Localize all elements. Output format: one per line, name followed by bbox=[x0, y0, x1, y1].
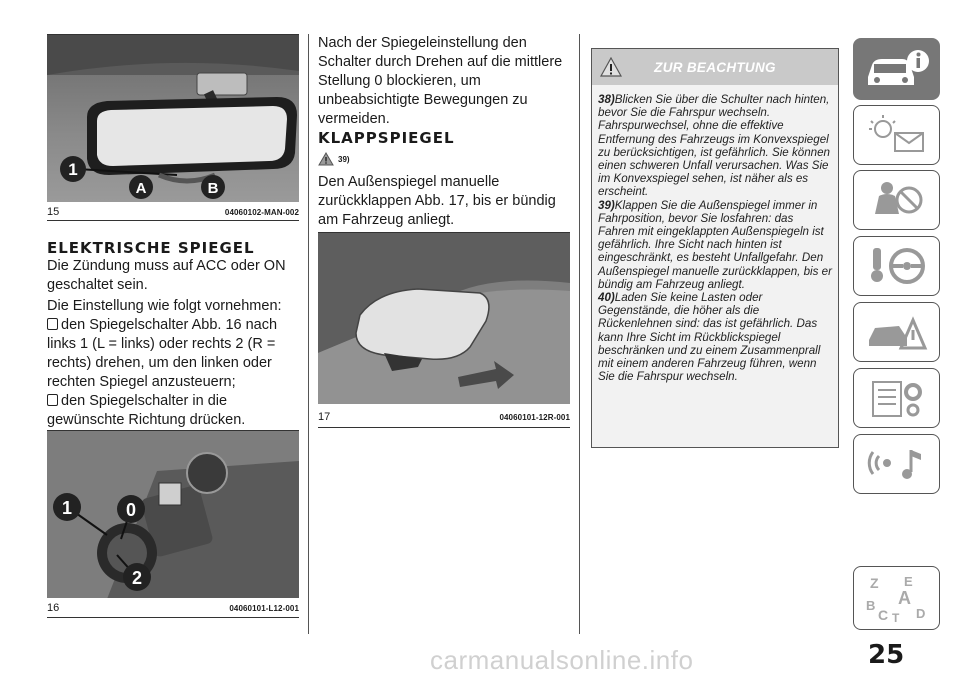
figure-number: 17 bbox=[318, 411, 331, 423]
section-heading-electric-mirrors: ELEKTRISCHE SPIEGEL bbox=[47, 239, 255, 257]
tab-index[interactable] bbox=[853, 566, 940, 630]
figure-16 bbox=[47, 430, 299, 598]
car-info-icon bbox=[862, 47, 932, 91]
figure-15 bbox=[47, 34, 299, 202]
paragraph: Den Außenspiegel manuelle zurückklappen Abb. 17, bis er bündig am Fahrzeug anliegt. bbox=[318, 174, 556, 228]
tab-multimedia[interactable] bbox=[853, 434, 940, 494]
tab-car-info[interactable] bbox=[853, 38, 940, 100]
paragraph: Nach der Spiegeleinstellung den Schalter durch Drehen auf die mittlere Stellung 0 blockieren, um unbeabsichtigte Bewegungen zu vermeiden. bbox=[318, 35, 563, 127]
figure-17-caption bbox=[318, 411, 570, 423]
figure-16-caption bbox=[47, 602, 299, 614]
warning-reference: 39) bbox=[318, 152, 350, 166]
svg-text:Z: Z bbox=[869, 575, 879, 591]
svg-text:C: C bbox=[877, 607, 888, 623]
figure-code: 04060102-MAN-002 bbox=[224, 207, 299, 217]
svg-text:E: E bbox=[903, 574, 913, 589]
tab-emergency[interactable] bbox=[853, 302, 940, 362]
figure-17 bbox=[318, 232, 570, 404]
maintenance-icon bbox=[865, 376, 929, 420]
svg-text:A: A bbox=[897, 588, 911, 608]
tab-maintenance[interactable] bbox=[853, 368, 940, 428]
section-heading-folding-mirrors: KLAPPSPIEGEL bbox=[318, 129, 455, 147]
svg-text:B: B bbox=[865, 598, 875, 613]
emergency-accident-icon bbox=[865, 310, 929, 354]
warning-item: 39)Klappen Sie die Außenspiegel immer in Fahrposition, bevor Sie losfahren: das Fahren mit eingeklappten Außenspiegeln ist gefährlich. Ihre Sicht nach hinten ist eingeschränkt, es besteht Unfallgefahr. Den Außenspiegel manuelle zurückklappen, bis er bündig am Fahrzeug anliegt. bbox=[598, 198, 832, 291]
index-icon bbox=[862, 572, 932, 624]
warning-lights-icon bbox=[865, 113, 929, 157]
checkbox-bullet-icon bbox=[47, 318, 58, 330]
safety-airbag-icon bbox=[865, 178, 929, 222]
figure-number: 16 bbox=[47, 602, 60, 614]
steering-wheel-icon bbox=[865, 244, 929, 288]
warning-title: ZUR BEACHTUNG bbox=[654, 59, 776, 75]
tab-starting-driving[interactable] bbox=[853, 236, 940, 296]
callout-a: A bbox=[135, 180, 147, 197]
callout-1: 1 bbox=[68, 160, 78, 179]
figure-code: 04060101-L12-001 bbox=[229, 603, 299, 613]
warning-triangle-icon bbox=[318, 152, 334, 166]
paragraph: Die Einstellung wie folgt vornehmen: bbox=[47, 298, 282, 314]
watermark: carmanualsonline.info bbox=[430, 645, 694, 675]
figure-code: 04060101-12R-001 bbox=[499, 412, 570, 422]
page-number: 25 bbox=[868, 640, 905, 670]
callout-0: 0 bbox=[125, 500, 137, 520]
paragraph: Die Zündung muss auf ACC oder ON geschaltet sein. bbox=[47, 258, 286, 293]
bullet-item: den Spiegelschalter in die gewünschte Richtung drücken. bbox=[47, 393, 246, 428]
warning-box bbox=[591, 48, 839, 448]
bullet-item: den Spiegelschalter Abb. 16 nach links 1 (L = links) oder rechts 2 (R = rechts) drehen, um den linken oder rechten Spiegel anzusteuern; bbox=[47, 317, 278, 390]
warning-header bbox=[592, 49, 838, 85]
mirror-switch-illustration bbox=[47, 431, 299, 598]
tab-warning-lights[interactable] bbox=[853, 105, 940, 165]
side-mirror-illustration bbox=[318, 233, 570, 404]
callout-2: 2 bbox=[131, 568, 143, 588]
callout-b: B bbox=[207, 180, 219, 197]
callout-1: 1 bbox=[61, 498, 73, 518]
figure-15-caption bbox=[47, 206, 299, 218]
warning-item: 40)Laden Sie keine Lasten oder Gegenstände, die höher als die Rückenlehnen sind: das ist gefährlich. Das kann Ihre Sicht im Rückblickspiegel beschränken und zu einem Zusammenprall mit einem anderen Fahrzeug führen, wenn Sie die Fahrspur wechseln. bbox=[598, 291, 821, 384]
warning-item: 38)Blicken Sie über die Schulter nach hinten, bevor Sie die Fahrspur wechseln. Fahrspurwechsel, ohne die effektive Entfernung des Fahrzeugs im Konvexspiegel zu berücksichtigen, ist gefährlich. Sie können einen schweren Unfall verursachen. Was Sie im Konvexspiegel sehen, ist näher als es erscheint. bbox=[598, 93, 831, 199]
figure-number: 15 bbox=[47, 206, 60, 218]
warning-body bbox=[592, 85, 838, 383]
rearview-mirror-illustration bbox=[47, 35, 299, 202]
tab-safety[interactable] bbox=[853, 170, 940, 230]
multimedia-icon bbox=[865, 442, 929, 486]
checkbox-bullet-icon bbox=[47, 394, 58, 406]
svg-text:D: D bbox=[915, 606, 925, 621]
svg-text:T: T bbox=[891, 611, 899, 624]
